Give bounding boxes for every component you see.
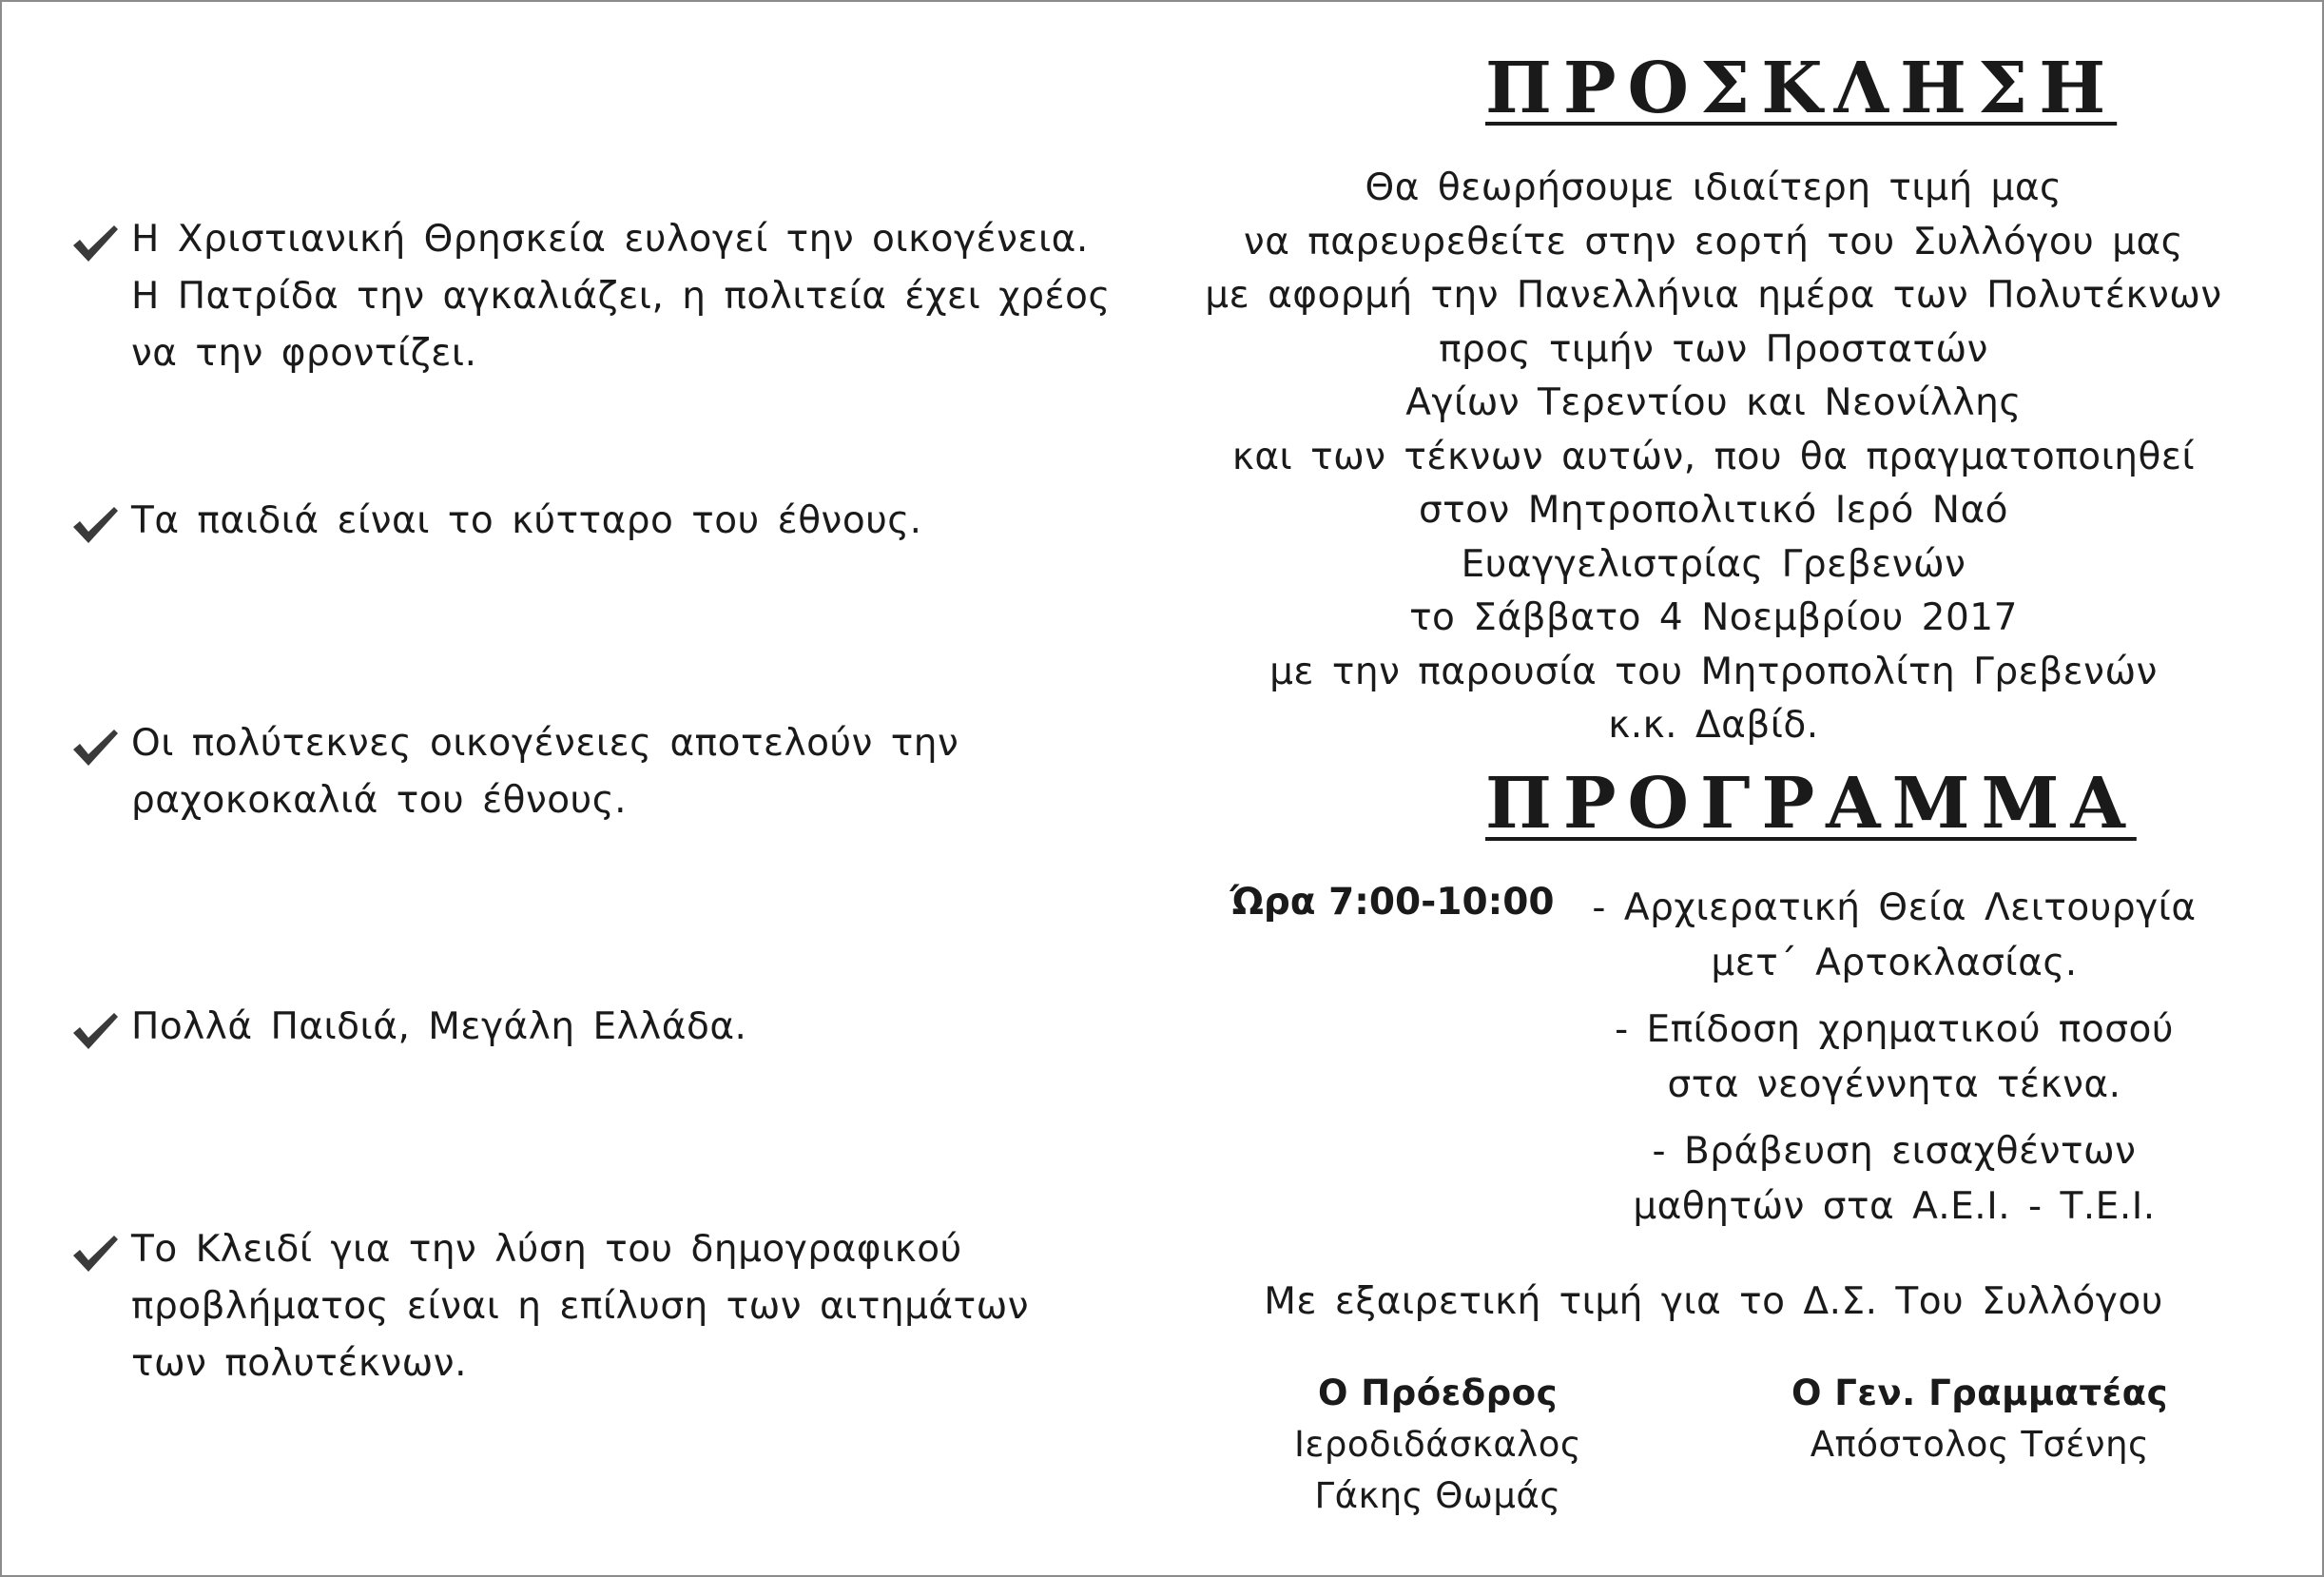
invitation-line: κ.κ. Δαβίδ.	[1608, 704, 1819, 747]
secretary-role: Ο Γεν. Γραμματέας	[1791, 1373, 2169, 1413]
signature-president	[1238, 1368, 1637, 1522]
bullet-item	[70, 715, 959, 829]
checkmark-icon	[70, 504, 120, 546]
bullet-item	[70, 1221, 1029, 1392]
program-line: - Αρχιερατική Θεία Λειτουργία	[1592, 886, 2197, 929]
checkmark-icon	[70, 223, 120, 264]
program-line: - Βράβευση εισαχθέντων	[1652, 1130, 2137, 1173]
president-name: Γάκης Θωμάς	[1314, 1475, 1561, 1516]
invitation-line: να παρευρεθείτε στην εορτή του Συλλόγου μας	[1243, 220, 2184, 263]
invitation-line: στον Μητροπολιτικό Ιερό Ναό	[1418, 489, 2009, 532]
closing-text: Με εξαιρετική τιμή για το Δ.Σ. Του Συλλόγου	[1264, 1280, 2163, 1323]
bullet-line: Πολλά Παιδιά, Μεγάλη Ελλάδα.	[131, 1005, 747, 1048]
invitation-text	[1181, 162, 2246, 753]
bullet-line: Η Πατρίδα την αγκαλιάζει, η πολιτεία έχει χρέος	[131, 275, 1111, 318]
checkmark-icon	[70, 727, 120, 769]
bullet-line: Οι πολύτεκνες οικογένειες αποτελούν την	[131, 722, 959, 765]
invitation-line: προς τιμήν των Προστατών	[1439, 327, 1988, 371]
program-item	[1561, 1124, 2227, 1235]
bullet-item	[70, 211, 1111, 382]
president-title: Ιεροδιδάσκαλος	[1293, 1424, 1582, 1465]
president-role: Ο Πρόεδρος	[1317, 1373, 1559, 1413]
invitation-line: το Σάββατο 4 Νοεμβρίου 2017	[1409, 596, 2018, 639]
invitation-line: με την παρουσία του Μητροπολίτη Γρεβενών	[1269, 650, 2158, 693]
invitation-line: με αφορμή την Πανελλήνια ημέρα των Πολυτέκνων	[1205, 274, 2222, 317]
program-line: στα νεογέννητα τέκνα.	[1667, 1063, 2121, 1106]
bullet-line: Η Χριστιανική Θρησκεία ευλογεί την οικογένεια.	[131, 218, 1089, 261]
checkmark-icon	[70, 1010, 120, 1052]
bullet-line: Τα παιδιά είναι το κύτταρο του έθνους.	[131, 499, 922, 542]
bullet-item	[70, 493, 922, 550]
invitation-line: και των τέκνων αυτών, που θα πραγματοποιηθεί	[1231, 435, 2196, 478]
program-line: μετ΄ Αρτοκλασίας.	[1711, 942, 2078, 984]
bullet-line: ραχοκοκαλιά του έθνους.	[131, 779, 628, 822]
program-title: ΠΡΟΓΡΑΜΜΑ	[1485, 763, 2137, 845]
bullet-line: να την φροντίζει.	[131, 332, 477, 375]
program-line: - Επίδοση χρηματικού ποσού	[1615, 1008, 2174, 1051]
program-item	[1561, 881, 2227, 991]
secretary-name: Απόστολος Τσένης	[1810, 1424, 2150, 1465]
checkmark-icon	[70, 1233, 120, 1275]
bullet-line: Το Κλειδί για την λύση του δημογραφικού	[131, 1228, 962, 1271]
program-item	[1561, 1003, 2227, 1113]
program-line: μαθητών στα Α.Ε.Ι. - Τ.Ε.Ι.	[1633, 1185, 2156, 1228]
bullet-line: των πολυτέκνων.	[131, 1342, 467, 1385]
invitation-line: Αγίων Τερεντίου και Νεονίλλης	[1405, 381, 2022, 424]
invitation-line: Θα θεωρήσουμε ιδιαίτερη τιμή μας	[1365, 166, 2063, 209]
signature-secretary	[1780, 1368, 2179, 1470]
invitation-title: ΠΡΟΣΚΛΗΣΗ	[1485, 48, 2118, 129]
invitation-line: Ευαγγελιστρίας Γρεβενών	[1461, 542, 1966, 586]
bullet-line: προβλήματος είναι η επίλυση των αιτημάτων	[131, 1285, 1030, 1328]
program-hour: Ώρα 7:00-10:00	[1230, 881, 1555, 924]
bullet-item	[70, 999, 746, 1056]
